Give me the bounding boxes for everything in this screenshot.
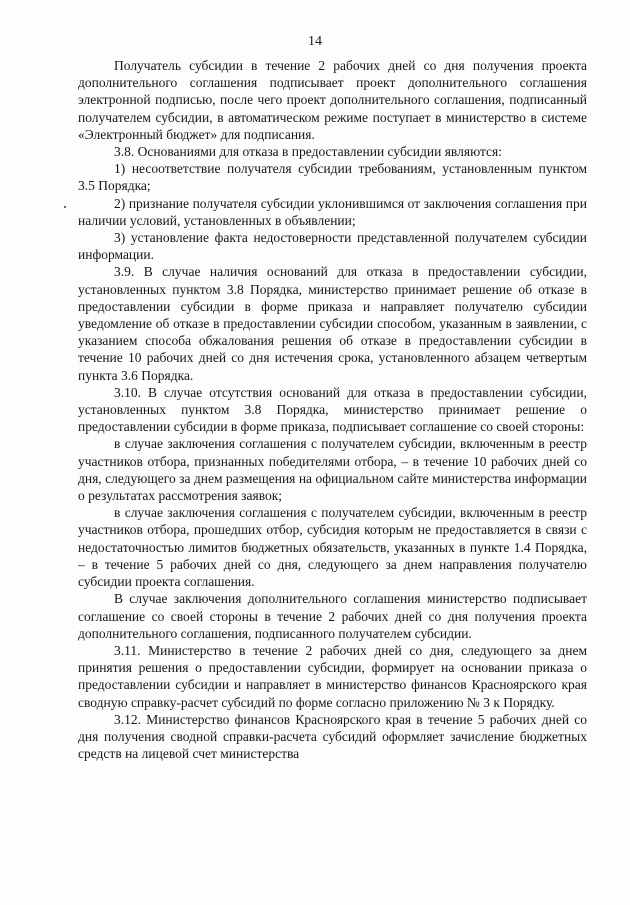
paragraph-3-12: 3.12. Министерство финансов Красноярского края в течение 5 рабочих дней со дня получения сводной справки-расчета субсидий оформляет зачисление бюджетных средств на лицевой счет министерства <box>78 711 587 762</box>
paragraph-3-8-item-2: 2) признание получателя субсидии уклонившимся от заключения соглашения при наличии условий, установленных в объявлении; <box>78 195 587 228</box>
paragraph-3-9: 3.9. В случае наличия оснований для отказа в предоставлении субсидии, установленных пунктом 3.8 Порядка, министерство принимает решение об отказе в предоставлении субсидии в форме приказа и направляет получателю субсидии уведомление об отказе в предоставлении субсидии способом, указанным в заявлении, с указанием способа обжалования решения об отказе в предоставлении субсидии в течение 10 рабочих дней со дня истечения срока, установленного абзацем четвертым пункта 3.6 Порядка. <box>78 264 587 383</box>
document-body <box>78 57 587 762</box>
paragraph-1: Получатель субсидии в течение 2 рабочих дней со дня получения проекта дополнительного соглашения подписывает проект дополнительного соглашения электронной подписью, после чего проект дополнительного соглашения, подписанный получателем субсидии, в автоматическом режиме поступает в министерство в системе «Электронный бюджет» для подписания. <box>78 58 587 142</box>
paragraph-3-8-item-3: 3) установление факта недостоверности представленной получателем субсидии информации. <box>78 230 587 263</box>
page-number: 14 <box>308 34 322 49</box>
paragraph-3-8-item-1: 1) несоответствие получателя субсидии требованиям, установленным пунктом 3.5 Порядка; <box>78 161 587 194</box>
paragraph-3-11: 3.11. Министерство в течение 2 рабочих дней со дня, следующего за днем принятия решения о предоставлении субсидии, формирует на основании приказа о предоставлении субсидии и направляет в министерство финансов Красноярского края сводную справку-расчет субсидий по форме согласно приложению № 3 к Порядку. <box>78 642 587 710</box>
paragraph-3-10-case-3: В случае заключения дополнительного соглашения министерство подписывает соглашение со своей стороны в течение 2 рабочих дней со дня получения проекта дополнительного соглашения, подписанного получателем субсидии. <box>78 591 587 641</box>
scan-speck <box>64 206 66 208</box>
paragraph-3-10-case-2: в случае заключения соглашения с получателем субсидии, включенным в реестр участников отбора, прошедших отбор, субсидия которым не предоставляется в связи с недостаточностью лимитов бюджетных обязательств, указанных в пункте 1.4 Порядка, – в течение 5 рабочих дней со дня, следующего за днем направления получателю субсидии проекта соглашения. <box>78 505 587 590</box>
paragraph-3-10-case-1: в случае заключения соглашения с получателем субсидии, включенным в реестр участников отбора, признанных победителями отбора, – в течение 10 рабочих дней со дня, следующего за днем размещения на официальном сайте министерства информации о результатах рассмотрения заявок; <box>78 436 587 504</box>
paragraph-3-10: 3.10. В случае отсутствия оснований для отказа в предоставлении субсидии, установленных пунктом 3.8 Порядка, министерство принимает решение о предоставлении субсидии в форме приказа, подписывает соглашение со своей стороны: <box>78 384 587 435</box>
paragraph-3-8: 3.8. Основаниями для отказа в предоставлении субсидии являются: <box>114 144 502 160</box>
